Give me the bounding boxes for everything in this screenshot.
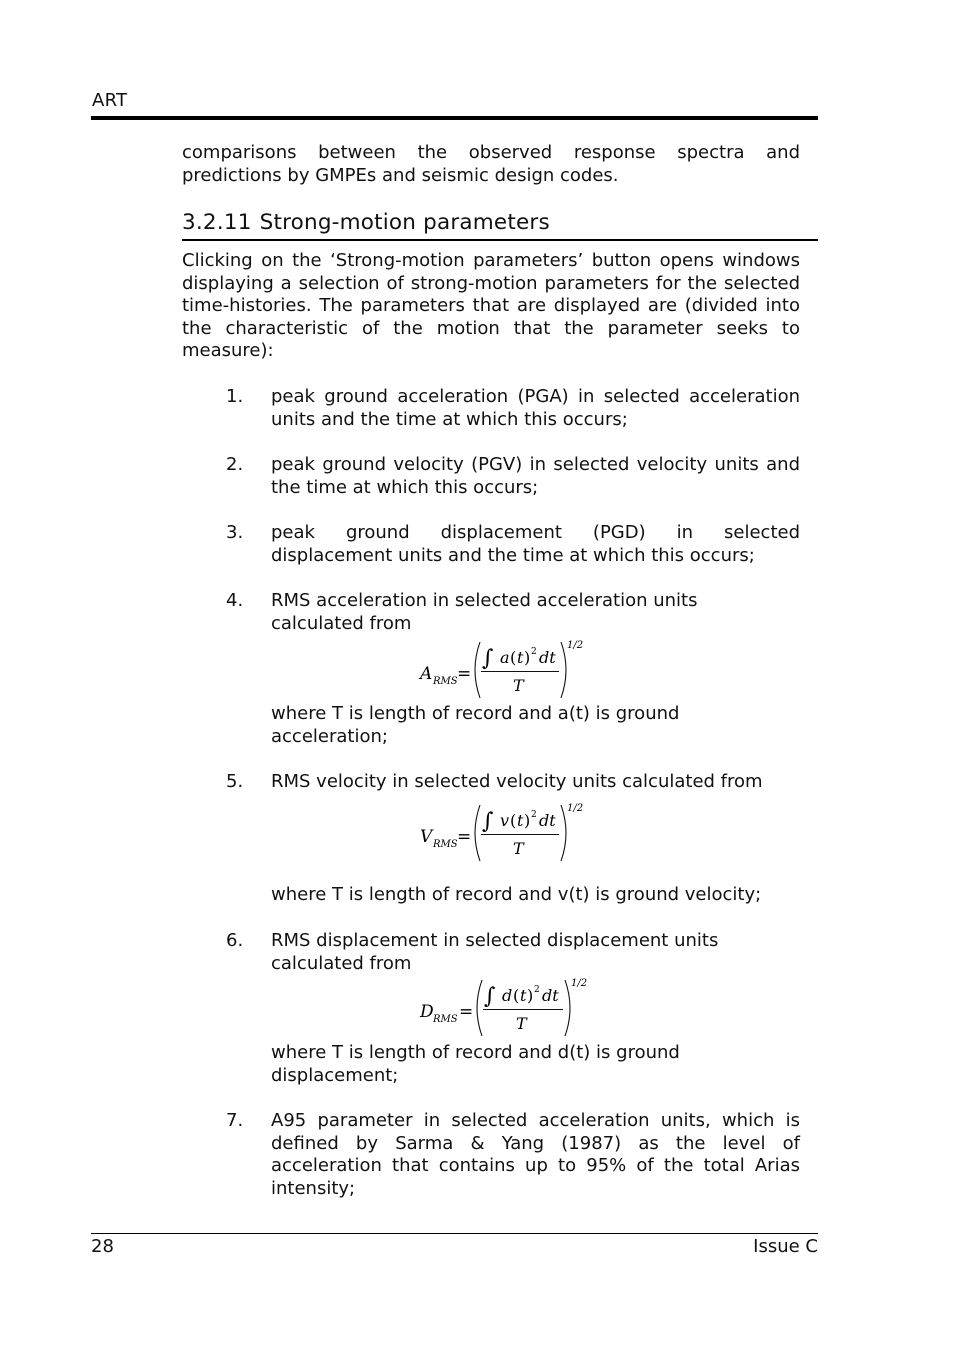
formula-lhs: D	[420, 1002, 434, 1022]
formula-dt: dt	[539, 648, 556, 667]
formula-denominator: T	[513, 676, 524, 695]
formula-var: t	[517, 648, 524, 667]
page-number: 28	[91, 1236, 114, 1257]
svg-text:∫: ∫	[484, 984, 496, 1009]
list-item-number: 7.	[226, 1110, 244, 1131]
footer-rule	[91, 1233, 818, 1234]
svg-text:(: (	[513, 986, 520, 1005]
svg-text:=: =	[457, 827, 472, 847]
svg-text:∫: ∫	[482, 646, 494, 671]
svg-text:): )	[524, 811, 531, 830]
list-item-followup: where T is length of record and d(t) is ground displacement;	[271, 1042, 680, 1086]
formula-a-rms	[418, 638, 598, 702]
list-item-followup: where T is length of record and v(t) is ground velocity;	[271, 884, 762, 905]
formula-denominator: T	[513, 839, 524, 858]
section-heading	[182, 210, 550, 235]
issue-label: Issue C	[753, 1236, 818, 1257]
list-item-followup: where T is length of record and a(t) is ground acceleration;	[271, 703, 680, 747]
formula-d-rms	[418, 976, 598, 1040]
list-item-text: RMS displacement in selected displacement units calculated from	[271, 930, 719, 974]
formula-subscript: RMS	[433, 676, 458, 687]
intro-paragraph: comparisons between the observed response spectra and predictions by GMPEs and seismic design codes.	[182, 142, 800, 186]
formula-square: 2	[531, 647, 537, 657]
svg-text:(: (	[510, 648, 517, 667]
formula-square: 2	[534, 985, 540, 995]
formula-subscript: RMS	[433, 839, 458, 850]
formula-func: a	[500, 648, 510, 667]
formula-func: d	[502, 986, 513, 1005]
list-item-number: 1.	[226, 386, 244, 407]
svg-text:=: =	[459, 1002, 474, 1022]
svg-text:(: (	[510, 811, 517, 830]
list-item-number: 2.	[226, 454, 244, 475]
running-header: ART	[92, 90, 128, 111]
formula-exponent: 1/2	[567, 640, 584, 651]
list-item-text: RMS acceleration in selected acceleration units calculated from	[271, 590, 698, 634]
list-item-text: peak ground acceleration (PGA) in selected acceleration units and the time at which this occurs;	[271, 386, 800, 430]
formula-func: v	[500, 811, 510, 830]
formula-exponent: 1/2	[571, 978, 588, 989]
list-item-text: peak ground velocity (PGV) in selected velocity units and the time at which this occurs;	[271, 454, 800, 498]
section-paragraph: Clicking on the ‘Strong-motion parameters’ button opens windows displaying a selection of strong-motion parameters for the selected time-histories. The parameters that are displayed are (divided into the characteristic of the motion that the parameter seeks to measure):	[182, 250, 800, 361]
formula-subscript: RMS	[433, 1014, 458, 1025]
list-item-text: A95 parameter in selected acceleration units, which is defined by Sarma & Yang (1987) as the level of acceleration that contains up to 95% of the total Arias intensity;	[271, 1110, 800, 1199]
svg-text:∫: ∫	[482, 809, 494, 834]
formula-lhs: A	[420, 664, 433, 684]
section-rule	[182, 239, 818, 241]
list-item-number: 5.	[226, 771, 244, 792]
formula-v-rms	[418, 801, 598, 865]
svg-text:=: =	[457, 664, 472, 684]
header-rule	[91, 116, 818, 120]
formula-var: t	[520, 986, 527, 1005]
section-title: Strong-motion parameters	[259, 210, 550, 235]
formula-denominator: T	[516, 1014, 527, 1033]
list-item-text: RMS velocity in selected velocity units calculated from	[271, 771, 763, 792]
section-number: 3.2.11	[182, 210, 252, 235]
formula-square: 2	[531, 810, 537, 820]
formula-exponent: 1/2	[567, 803, 584, 814]
formula-lhs: V	[420, 827, 433, 847]
svg-text:): )	[524, 648, 531, 667]
list-item-text: peak ground displacement (PGD) in selected displacement units and the time at which this occurs;	[271, 522, 800, 566]
formula-dt: dt	[539, 811, 556, 830]
list-item-number: 6.	[226, 930, 244, 951]
formula-dt: dt	[542, 986, 559, 1005]
list-item-number: 4.	[226, 590, 244, 611]
formula-var: t	[517, 811, 524, 830]
svg-text:): )	[527, 986, 534, 1005]
list-item-number: 3.	[226, 522, 244, 543]
